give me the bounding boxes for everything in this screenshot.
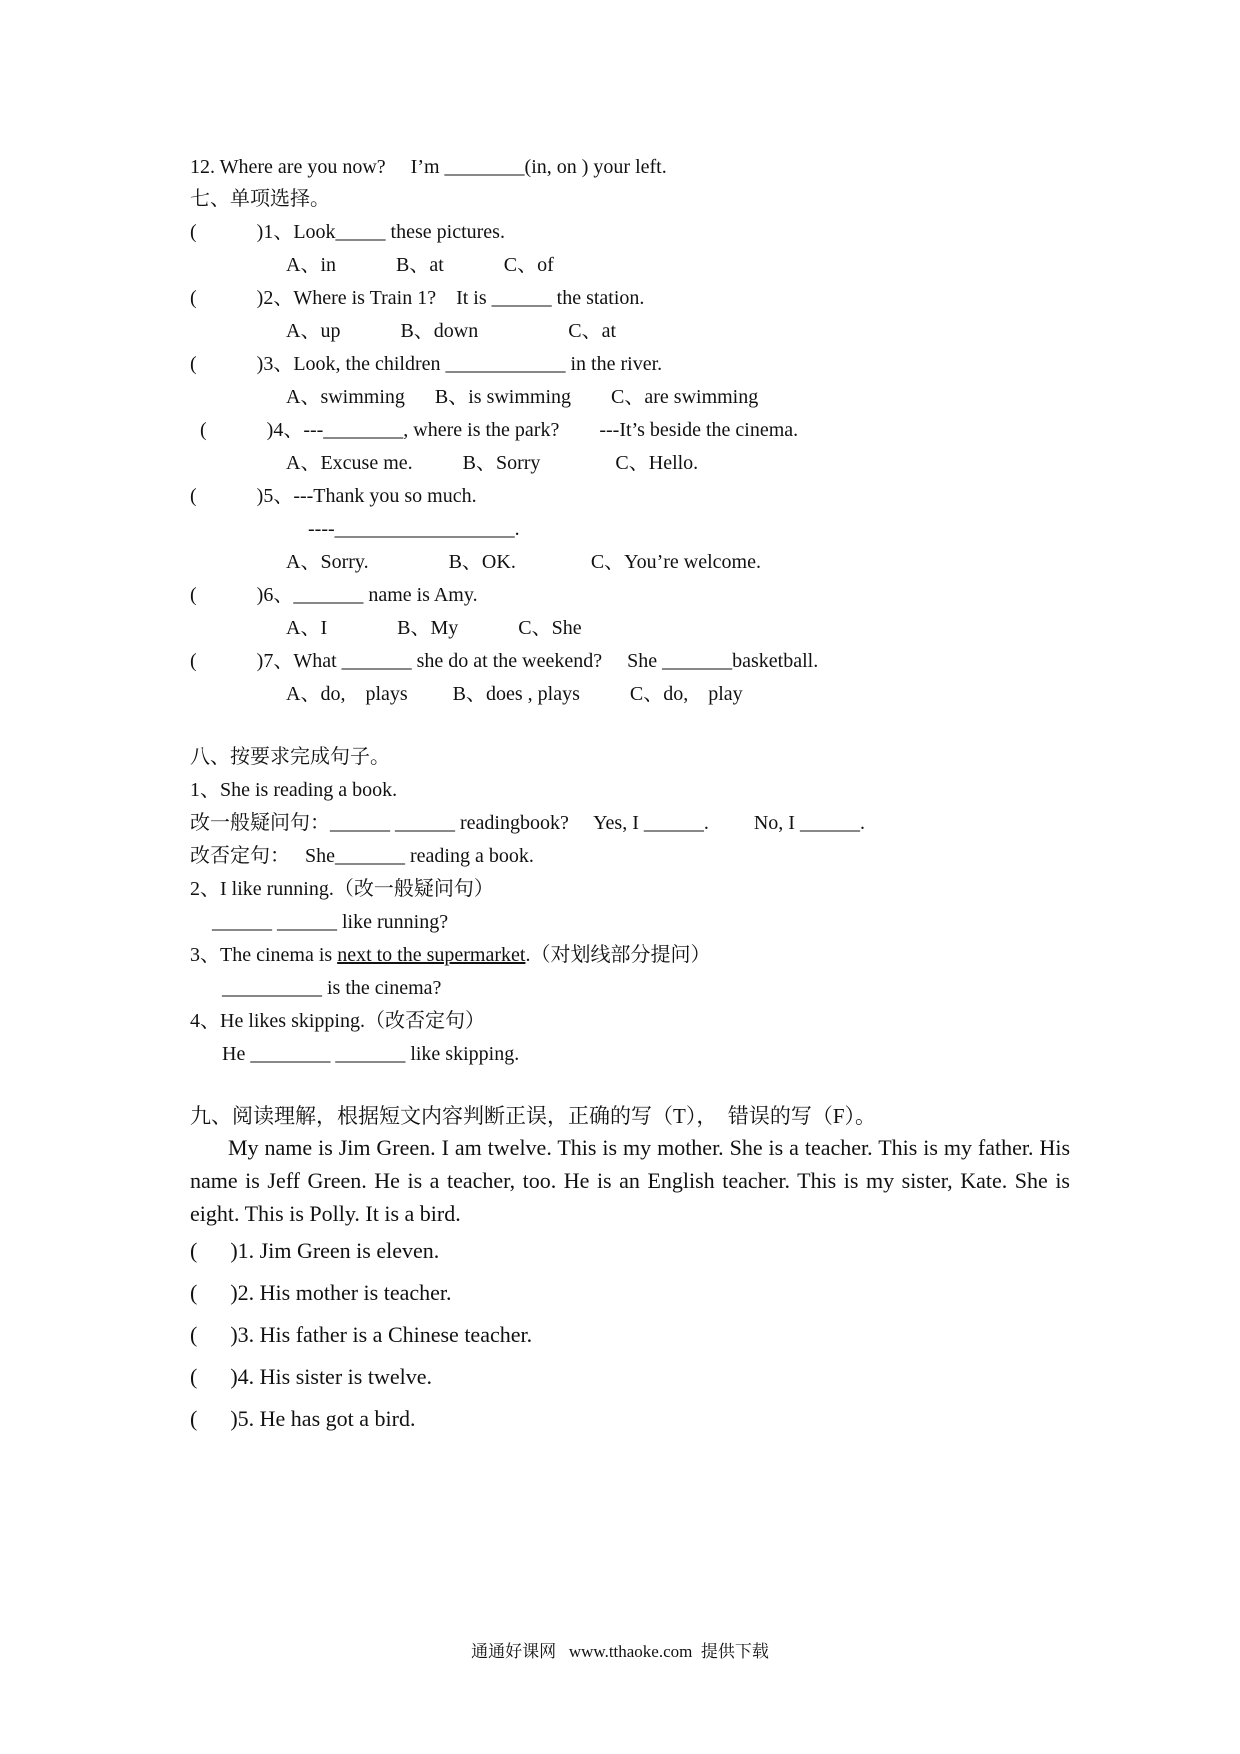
sentence-2-answer: ______ ______ like running?: [212, 911, 449, 933]
sentence-3-underlined: next to the supermarket: [337, 944, 526, 966]
section-8-title: 八、按要求完成句子。: [190, 746, 390, 768]
mc-options-2: A、up B、down C、at: [286, 320, 616, 342]
section-7-title: 七、单项选择。: [190, 188, 330, 210]
tf-item-1: ( )1. Jim Green is eleven.: [190, 1238, 440, 1263]
mc-question-7: ( )7、What _______ she do at the weekend? She _______basketball.: [190, 650, 819, 672]
mc-options-6: A、I B、My C、She: [286, 617, 582, 639]
tf-item-4: ( )4. His sister is twelve.: [190, 1364, 432, 1389]
tf-item-2: ( )2. His mother is teacher.: [190, 1280, 452, 1305]
sentence-3-suffix: .（对划线部分提问）: [525, 944, 711, 966]
mc-question-6: ( )6、_______ name is Amy.: [190, 584, 478, 606]
reading-passage: My name is Jim Green. I am twelve. This is my mother. She is a teacher. This is my father. His name is Jeff Green. He is a teacher, too. He is an English teacher. This is my sister, Kate. She is eight. This is Polly. It is a bird.: [190, 1135, 1070, 1226]
mc-question-3: ( )3、Look, the children ____________ in the river.: [190, 353, 663, 375]
mc-answer-5: ----__________________.: [308, 518, 520, 540]
sentence-2: 2、I like running.（改一般疑问句）: [190, 878, 494, 900]
sentence-1-question: 改一般疑问句：______ ______ readingbook? Yes, I ______. No, I ______.: [190, 812, 865, 834]
mc-options-3: A、swimming B、is swimming C、are swimming: [286, 386, 759, 408]
sentence-1: 1、She is reading a book.: [190, 779, 398, 801]
tf-item-5: ( )5. He has got a bird.: [190, 1406, 416, 1431]
mc-question-2: ( )2、Where is Train 1? It is ______ the station.: [190, 287, 645, 309]
sentence-3: [190, 943, 710, 967]
mc-options-7: A、do, plays B、does , plays C、do, play: [286, 683, 743, 705]
mc-question-4: ( )4、---________, where is the park? ---It’s beside the cinema.: [200, 419, 799, 441]
sentence-3-answer: __________ is the cinema?: [222, 977, 442, 999]
mc-options-5: A、Sorry. B、OK. C、You’re welcome.: [286, 551, 761, 573]
mc-options-4: A、Excuse me. B、Sorry C、Hello.: [286, 452, 699, 474]
footer: 通通好课网 www.tthaoke.com 提供下载: [471, 1642, 769, 1661]
sentence-1-negative: 改否定句： She_______ reading a book.: [190, 845, 534, 867]
sentence-4: 4、He likes skipping.（改否定句）: [190, 1010, 485, 1032]
mc-options-1: A、in B、at C、of: [286, 254, 554, 276]
tf-item-3: ( )3. His father is a Chinese teacher.: [190, 1322, 533, 1347]
sentence-4-answer: He ________ _______ like skipping.: [222, 1043, 520, 1065]
mc-question-1: ( )1、Look_____ these pictures.: [190, 221, 505, 243]
sentence-3-prefix: 3、The cinema is: [190, 944, 338, 966]
mc-question-5: ( )5、---Thank you so much.: [190, 485, 477, 507]
section-9-title: 九、阅读理解，根据短文内容判断正误，正确的写（T）， 错误的写（F）。: [190, 1104, 877, 1128]
question-12: 12. Where are you now? I’m ________(in, on ) your left.: [190, 156, 667, 178]
